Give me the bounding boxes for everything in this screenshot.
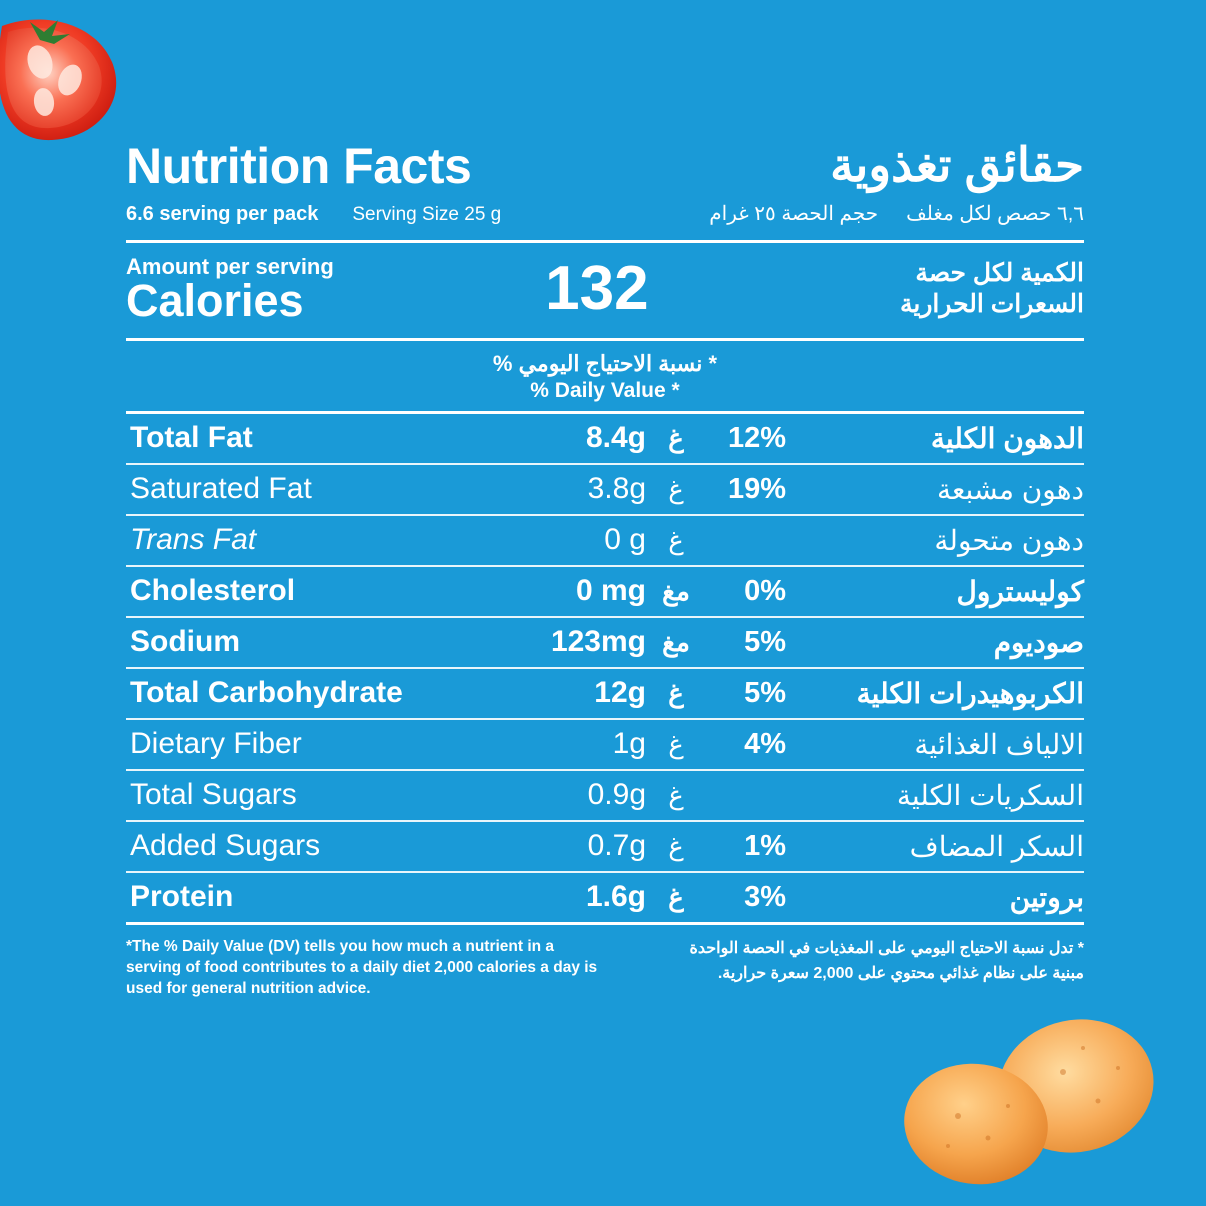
nutrient-unit-ar: غ [668,677,684,708]
table-row [126,871,1084,922]
tomato-half-image [0,18,135,143]
table-row [126,820,1084,871]
nutrient-unit-ar: غ [668,473,684,504]
table-row [126,718,1084,769]
nutrient-name-ar: الالياف الغذائية [914,728,1084,760]
nutrient-daily-value: 1% [744,829,786,862]
amount-per-serving-label-en: Amount per serving [126,253,334,279]
footnote-ar: * تدل نسبة الاحتياج اليومي على المغذيات في الحصة الواحدة مبنية على نظام غذائي محتوي على 2,000 سعرة حرارية. [689,939,1084,982]
serving-size-ar: حجم الحصة ٢٥ غرام [709,202,879,225]
daily-value-header-en: % Daily Value * [530,378,680,402]
table-row [126,565,1084,616]
serving-size-en: Serving Size 25 g [352,203,502,225]
footnote-block [126,922,1084,1000]
daily-value-header-ar: * نسبة الاحتياج اليومي % [492,350,718,376]
nutrient-amount: 1g [612,727,646,761]
nutrient-table [126,411,1084,922]
table-row [126,616,1084,667]
nutrient-unit-ar: مغ [662,626,690,657]
page-title-ar: حقائق تغذوية [830,138,1084,191]
calories-label-ar: السعرات الحرارية [899,290,1084,319]
table-row [126,411,1084,463]
nutrient-name-ar: الكربوهيدرات الكلية [856,677,1084,709]
nutrient-amount: 8.4g [585,421,646,455]
table-row [126,667,1084,718]
amount-per-serving-label-ar: الكمية لكل حصة [915,258,1084,287]
nutrient-name-en: Total Sugars [130,778,297,812]
nutrient-unit-ar: غ [668,881,684,912]
nutrient-daily-value: 19% [727,472,786,505]
nutrient-name-en: Protein [130,880,234,914]
nutrient-name-ar: دهون مشبعة [937,473,1084,505]
table-row [126,769,1084,820]
footnote-en: *The % Daily Value (DV) tells you how much a nutrient in a serving of food contributes to a daily diet 2,000 calories a day is used for general nutrition advice. [126,937,598,997]
nutrient-unit-ar: غ [668,779,684,810]
nutrient-daily-value: 5% [744,625,786,658]
nutrient-name-ar: السكر المضاف [909,830,1084,862]
nutrient-unit-ar: غ [668,422,684,453]
table-row [126,514,1084,565]
nutrient-name-en: Added Sugars [130,829,321,863]
page-title-en: Nutrition Facts [126,138,472,194]
nutrient-name-ar: السكريات الكلية [896,779,1084,811]
nutrient-unit-ar: غ [668,728,684,759]
servings-per-pack-en: 6.6 serving per pack [126,202,319,225]
nutrient-name-ar: الدهون الكلية [930,422,1084,454]
nutrient-amount: 1.6g [585,880,646,914]
nutrient-name-en: Total Fat [130,421,253,455]
nutrient-amount: 12g [594,676,646,710]
nutrient-amount: 0 mg [575,574,646,608]
nutrient-name-ar: صوديوم [993,626,1084,658]
nutrient-amount: 3.8g [587,472,646,506]
panel-header [126,140,1084,193]
nutrition-facts-panel [126,140,1084,1000]
nutrient-unit-ar: غ [668,830,684,861]
nutrient-daily-value: 5% [744,676,786,709]
nutrient-amount: 0.7g [587,829,646,863]
serving-info [126,201,1084,240]
nutrient-daily-value: 3% [744,880,786,913]
nutrient-name-en: Trans Fat [130,523,257,557]
nutrient-amount: 0 g [604,523,646,557]
nutrient-name-en: Sodium [130,625,240,659]
nutrient-amount: 0.9g [587,778,646,812]
daily-value-header [126,341,1084,411]
nutrient-name-en: Total Carbohydrate [130,676,403,710]
potato-chips-image [888,1006,1188,1196]
nutrient-name-en: Saturated Fat [130,472,312,506]
nutrient-daily-value: 12% [727,421,786,454]
nutrient-daily-value: 4% [744,727,786,760]
nutrient-amount: 123mg [550,625,646,659]
nutrient-name-ar: دهون متحولة [934,524,1084,556]
table-row [126,463,1084,514]
nutrient-unit-ar: مغ [662,575,690,606]
nutrient-name-ar: كوليسترول [956,575,1084,607]
nutrient-name-ar: بروتين [1009,881,1084,913]
calories-block [126,243,1084,338]
nutrient-name-en: Dietary Fiber [130,727,302,761]
nutrient-unit-ar: غ [668,524,684,555]
calories-label-en: Calories [126,274,304,326]
calories-value: 132 [545,254,649,324]
servings-per-pack-ar: ٦,٦ حصص لكل مغلف [906,202,1084,225]
nutrient-name-en: Cholesterol [130,574,296,608]
nutrient-daily-value: 0% [744,574,786,607]
